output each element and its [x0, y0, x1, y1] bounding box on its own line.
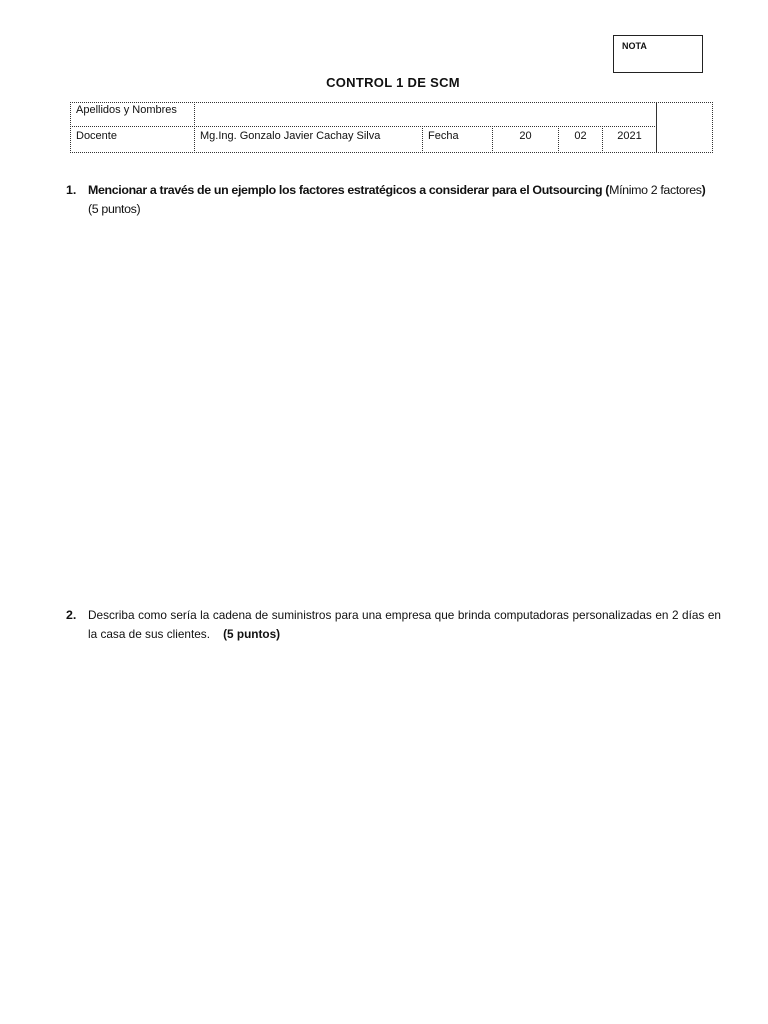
question-1-text-a: Mencionar a través de un ejemplo los factores estratégicos a considerar para el Outsourcing ( [88, 183, 610, 197]
name-value-cell [194, 102, 657, 127]
question-2-text [88, 606, 721, 644]
question-2 [66, 606, 721, 644]
name-label-cell [70, 102, 195, 127]
question-2-body: Describa como sería la cadena de suministros para una empresa que brinda computadoras personalizadas en 2 días en la casa de sus clientes. [88, 608, 721, 641]
name-label: Apellidos y Nombres [76, 104, 177, 116]
question-2-points: (5 puntos) [223, 627, 281, 641]
date-month: 02 [574, 130, 587, 142]
question-1-text [88, 181, 721, 219]
nota-box [613, 35, 703, 73]
page-title: CONTROL 1 DE SCM [326, 75, 460, 90]
question-1-text-b: ) [701, 183, 706, 197]
date-day: 20 [519, 130, 532, 142]
date-year: 2021 [617, 130, 642, 142]
year-cell [602, 126, 657, 153]
question-1 [66, 181, 721, 219]
nota-label: NOTA [622, 41, 647, 51]
question-2-number: 2. [66, 608, 77, 622]
fecha-label-cell [422, 126, 493, 153]
docente-value: Mg.Ing. Gonzalo Javier Cachay Silva [200, 130, 381, 142]
question-1-number: 1. [66, 183, 77, 197]
nota-column-cell [656, 102, 713, 153]
month-cell [558, 126, 603, 153]
fecha-label: Fecha [428, 130, 459, 142]
docente-label: Docente [76, 130, 117, 142]
docente-label-cell [70, 126, 195, 153]
day-cell [492, 126, 559, 153]
header-table [70, 102, 713, 153]
question-1-text-light: Mínimo 2 factores [609, 183, 702, 197]
question-1-points: (5 puntos) [88, 202, 141, 216]
docente-value-cell [194, 126, 423, 153]
